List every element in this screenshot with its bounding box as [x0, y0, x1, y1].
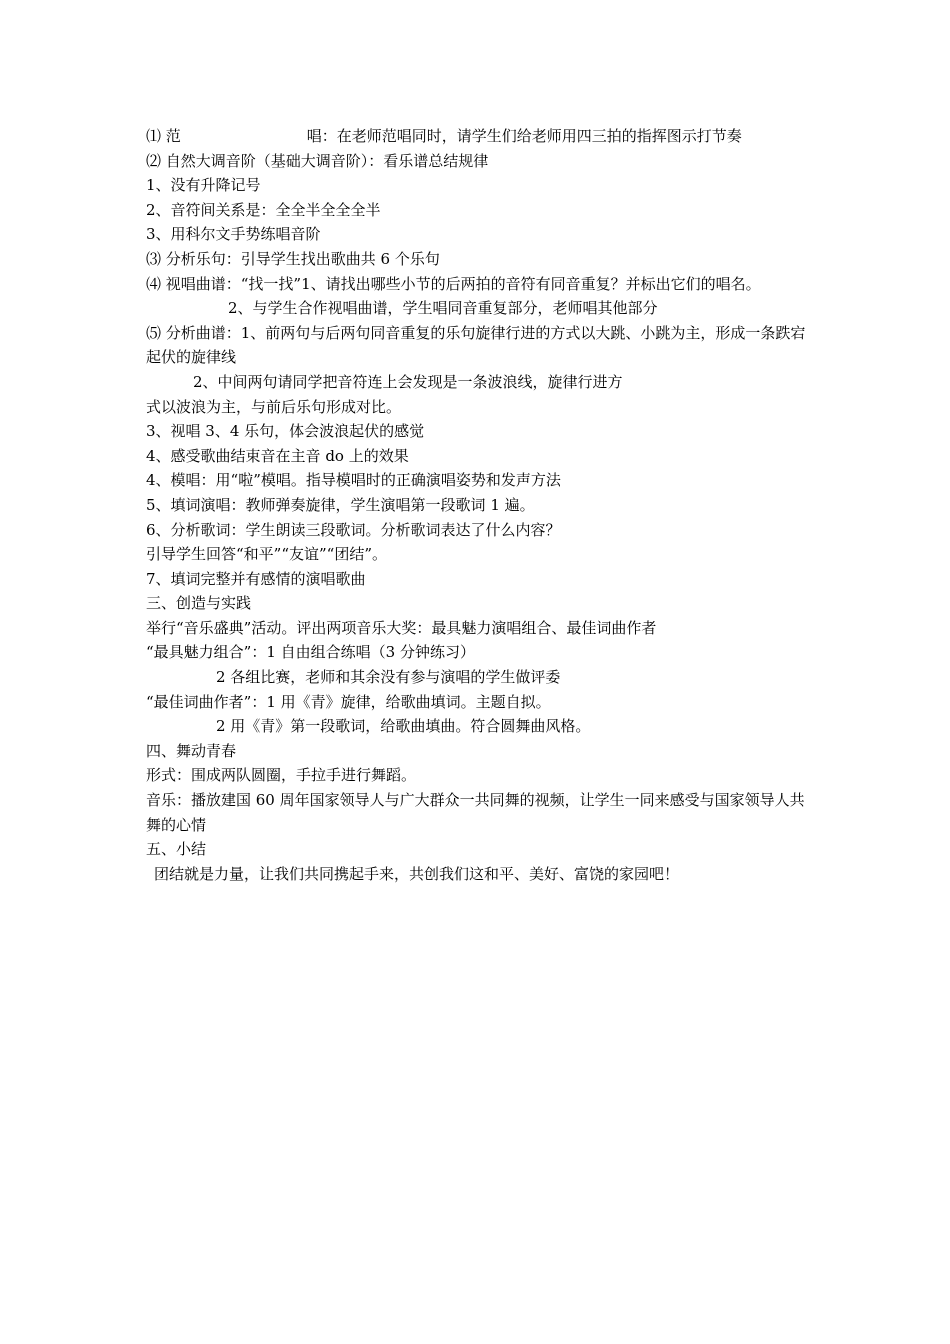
paragraph: “最佳词曲作者”：1 用《青》旋律，给歌曲填词。主题自拟。: [146, 692, 551, 711]
paragraph: 4、模唱：用“啦”模唱。指导模唱时的正确演唱姿势和发声方法: [146, 471, 561, 490]
section-heading: 五、小结: [146, 840, 207, 859]
paragraph: [146, 124, 814, 149]
paragraph: 形式：围成两队圆圈，手拉手进行舞蹈。: [146, 766, 417, 785]
paragraph: 2 各组比赛，老师和其余没有参与演唱的学生做评委: [216, 668, 561, 687]
paragraph: 7、填词完整并有感情的演唱歌曲: [146, 569, 366, 588]
paragraph: ⑸ 分析曲谱：1、前两句与后两句同音重复的乐句旋律行进的方式以大跳、小跳为主，形成一条跌宕起伏的旋律线: [146, 323, 806, 367]
paragraph: “最具魅力组合”：1 自由组合练唱（3 分钟练习）: [146, 643, 475, 662]
paragraph: 2、音符间关系是：全全半全全全半: [146, 200, 381, 219]
paragraph: 3、用科尔文手势练唱音阶: [146, 225, 321, 244]
paragraph: ⑶ 分析乐句：引导学生找出歌曲共 6 个乐句: [146, 249, 440, 268]
paragraph: 2、与学生合作视唱曲谱，学生唱同音重复部分，老师唱其他部分: [228, 299, 658, 318]
paragraph: ⑷ 视唱曲谱：“找一找”1、请找出哪些小节的后两拍的音符有同音重复？并标出它们的唱名。: [146, 274, 761, 293]
paragraph: 举行“音乐盛典”活动。评出两项音乐大奖：最具魅力演唱组合、最佳词曲作者: [146, 618, 657, 637]
paragraph: 引导学生回答“和平”“友谊”“团结”。: [146, 545, 388, 564]
paragraph-label: ⑴ 范: [146, 127, 181, 145]
paragraph: 4、感受歌曲结束音在主音 do 上的效果: [146, 446, 409, 465]
paragraph: 团结就是力量，让我们共同携起手来，共创我们这和平、美好、富饶的家园吧！: [154, 864, 680, 883]
paragraph-text: 唱：在老师范唱同时，请学生们给老师用四三拍的指挥图示打节奏: [306, 127, 742, 145]
section-heading: 三、创造与实践: [146, 594, 252, 613]
paragraph: 2、中间两句请同学把音符连上会发现是一条波浪线，旋律行进方: [193, 372, 623, 391]
paragraph: 1、没有升降记号: [146, 176, 261, 195]
paragraph: 6、分析歌词：学生朗读三段歌词。分析歌词表达了什么内容？: [146, 520, 561, 539]
paragraph: ⑵ 自然大调音阶（基础大调音阶）：看乐谱总结规律: [146, 151, 489, 170]
paragraph: 3、视唱 3、4 乐句，体会波浪起伏的感觉: [146, 422, 425, 441]
section-heading: 四、舞动青春: [146, 741, 237, 760]
paragraph: 2 用《青》第一段歌词，给歌曲填曲。符合圆舞曲风格。: [216, 717, 591, 736]
document-body: [146, 124, 814, 886]
paragraph: 音乐：播放建国 60 周年国家领导人与广大群众一共同舞的视频，让学生一同来感受与国家领导人共舞的心情: [146, 791, 805, 834]
paragraph: 5、填词演唱：教师弹奏旋律，学生演唱第一段歌词 1 遍。: [146, 495, 535, 514]
paragraph: 式以波浪为主，与前后乐句形成对比。: [146, 397, 402, 416]
